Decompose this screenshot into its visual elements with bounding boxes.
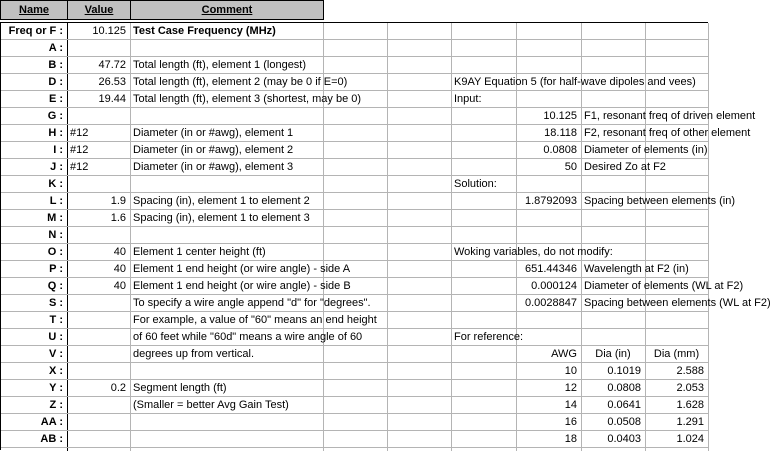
extra-desc-cell[interactable]: Diameter of elements (in) [584,144,708,156]
row-name-cell: N : [48,229,63,241]
comment-cell[interactable]: Test Case Frequency (MHz) [133,25,276,37]
header-value[interactable]: Value [84,4,114,16]
table-row [1,23,709,40]
table-row [1,125,751,142]
extra-desc-cell[interactable] [581,312,708,329]
extra-desc-cell[interactable]: F1, resonant freq of driven element [584,110,756,122]
row-name-cell: U : [48,331,63,343]
comment-cell[interactable] [130,414,323,431]
column-header-bar [0,0,324,20]
extra-label-cell[interactable]: Input: [454,93,482,105]
dia-in-cell[interactable]: 0.0403 [607,433,641,445]
row-name-cell: S : [48,297,63,309]
extra-desc-cell[interactable] [581,244,708,261]
extra-desc-cell[interactable] [581,74,708,91]
table-row [1,193,736,210]
extra-value-cell[interactable]: AWG [551,348,577,360]
dia-in-cell[interactable]: 0.0641 [607,399,641,411]
value-cell[interactable]: 19.44 [98,93,126,105]
row-name-cell: A : [48,42,63,54]
extra-desc-cell[interactable] [581,23,708,40]
extra-value-cell[interactable]: 10 [564,365,577,377]
table-row [1,329,709,346]
comment-cell[interactable] [130,431,323,448]
row-name-cell: M : [47,212,63,224]
extra-value-cell[interactable] [451,23,581,40]
table-row [1,363,709,380]
table-row [1,380,709,397]
table-row [1,414,709,431]
dia-mm-cell[interactable]: 1.628 [676,399,704,411]
dia-in-cell[interactable]: 0.1019 [607,365,641,377]
extra-value-cell[interactable]: 651.44346 [525,263,577,275]
extra-desc-cell[interactable]: Spacing between elements (WL at F2) [584,297,771,309]
comment-cell[interactable] [130,176,323,193]
value-cell[interactable] [67,40,130,57]
value-cell[interactable] [67,295,130,312]
value-cell[interactable] [67,431,130,448]
table-row [1,57,709,74]
table-row [1,346,709,363]
dia-mm-cell[interactable]: 2.588 [676,365,704,377]
value-cell[interactable] [67,312,130,329]
comment-cell[interactable] [130,227,323,244]
header-comment[interactable]: Comment [201,4,253,16]
dia-mm-cell[interactable]: 1.024 [676,433,704,445]
value-cell[interactable] [67,227,130,244]
extra-value-cell[interactable] [451,329,581,346]
value-cell[interactable] [67,329,130,346]
row-name-cell: Y : [49,382,63,394]
row-name-cell: AA : [40,416,63,428]
extra-label-cell[interactable]: K9AY Equation 5 (for half-wave dipoles and vees) [454,76,696,88]
header-name[interactable]: Name [19,4,49,16]
extra-label-cell[interactable]: Solution: [454,178,497,190]
dia-mm-cell[interactable]: 1.291 [676,416,704,428]
table-row [1,227,709,244]
row-name-cell: Z : [49,399,63,411]
row-name-cell: O : [47,246,63,258]
value-cell[interactable] [67,108,130,125]
row-name-cell: E : [48,93,63,105]
extra-value-cell[interactable] [451,91,581,108]
extra-desc-cell[interactable]: F2, resonant freq of other element [584,127,751,139]
value-cell[interactable]: 10.125 [92,25,126,37]
extra-value-cell[interactable] [451,40,581,57]
extra-desc-cell[interactable] [581,40,708,57]
extra-desc-cell[interactable]: Wavelength at F2 (in) [584,263,689,275]
comment-cell[interactable]: Total length (ft), element 1 (longest) [133,59,307,71]
extra-value-cell[interactable]: 0.0028847 [525,297,577,309]
dia-in-cell[interactable]: Dia (in) [595,348,631,360]
value-cell[interactable]: 26.53 [98,76,126,88]
value-cell[interactable]: 1.9 [110,195,126,207]
row-name-cell: H : [48,127,63,139]
row-name-cell: T : [49,314,63,326]
table-row [1,40,709,57]
table-row [1,397,709,414]
comment-cell[interactable]: Diameter (in or #awg), element 2 [133,144,294,156]
value-cell[interactable] [67,363,130,380]
comment-cell[interactable] [130,108,323,125]
row-name-cell: B : [48,59,63,71]
comment-cell[interactable]: To specify a wire angle append "d" for "degrees". [133,297,371,309]
extra-value-cell[interactable]: 50 [564,161,577,173]
table-row [1,176,709,193]
extra-desc-cell[interactable]: Desired Zo at F2 [584,161,666,173]
dia-in-cell[interactable]: 0.0808 [607,382,641,394]
extra-value-cell[interactable] [451,210,581,227]
extra-desc-cell[interactable]: Spacing between elements (in) [584,195,736,207]
row-name-cell: AB : [40,433,63,445]
value-cell[interactable]: 40 [113,280,126,292]
extra-value-cell[interactable]: 1.8792093 [525,195,577,207]
table-row [1,244,709,261]
comment-cell[interactable]: Spacing (in), element 1 to element 3 [133,212,310,224]
value-cell[interactable]: 0.2 [110,382,126,394]
comment-cell[interactable]: For example, a value of "60" means an end height [133,314,377,326]
extra-value-cell[interactable]: 10.125 [543,110,577,122]
extra-value-cell[interactable] [451,176,581,193]
extra-value-cell[interactable] [451,227,581,244]
extra-value-cell[interactable] [451,312,581,329]
extra-value-cell[interactable]: 18 [564,433,577,445]
row-name-cell: P : [49,263,63,275]
comment-cell[interactable]: Diameter (in or #awg), element 1 [133,127,294,139]
comment-cell[interactable]: Element 1 end height (or wire angle) - side A [133,263,351,275]
value-cell[interactable]: #12 [70,127,89,139]
row-name-cell: X : [48,365,63,377]
comment-cell[interactable]: Spacing (in), element 1 to element 2 [133,195,310,207]
table-row [1,91,709,108]
table-row [1,312,709,329]
row-name-cell: V : [48,348,63,360]
comment-cell[interactable]: Total length (ft), element 2 (may be 0 if E=0) [133,76,348,88]
dia-in-cell[interactable]: 0.0508 [607,416,641,428]
spreadsheet-grid [0,22,771,450]
comment-cell[interactable]: Element 1 center height (ft) [133,246,266,258]
value-cell[interactable]: 47.72 [98,59,126,71]
extra-label-cell[interactable]: Woking variables, do not modify: [454,246,613,258]
row-name-cell: Q : [47,280,63,292]
comment-cell[interactable] [130,363,323,380]
value-cell[interactable]: 40 [113,263,126,275]
extra-value-cell[interactable] [451,57,581,74]
dia-mm-cell[interactable]: Dia (mm) [653,348,700,360]
extra-desc-cell[interactable]: Diameter of elements (WL at F2) [584,280,744,292]
extra-desc-cell[interactable] [581,57,708,74]
value-cell[interactable] [67,346,130,363]
dia-mm-cell[interactable]: 2.053 [676,382,704,394]
table-row [1,431,709,448]
comment-cell[interactable]: of 60 feet while "60d" means a wire angle of 60 [133,331,363,343]
comment-cell[interactable]: Segment length (ft) [133,382,227,394]
table-row [1,142,709,159]
value-cell[interactable]: #12 [70,144,89,156]
row-name-cell: K : [48,178,63,190]
row-name-cell: L : [49,195,63,207]
table-row [1,108,756,125]
value-cell[interactable]: 1.6 [110,212,126,224]
value-cell[interactable] [67,414,130,431]
extra-desc-cell[interactable] [581,227,708,244]
value-cell[interactable] [67,176,130,193]
extra-desc-cell[interactable] [581,329,708,346]
extra-desc-cell[interactable] [581,91,708,108]
row-name-cell: J : [50,161,63,173]
table-row [1,261,709,278]
extra-desc-cell[interactable] [581,210,708,227]
extra-value-cell[interactable]: 16 [564,416,577,428]
table-row [1,278,744,295]
extra-value-cell[interactable] [451,74,696,91]
extra-value-cell[interactable]: 14 [564,399,577,411]
extra-value-cell[interactable]: 0.000124 [531,280,577,292]
comment-cell[interactable]: Element 1 end height (or wire angle) - side B [133,280,351,292]
comment-cell[interactable] [130,40,323,57]
table-row [1,295,771,312]
extra-value-cell[interactable]: 0.0808 [543,144,577,156]
extra-desc-cell[interactable] [581,176,708,193]
comment-cell[interactable]: (Smaller = better Avg Gain Test) [133,399,289,411]
table-row [1,210,709,227]
comment-cell[interactable]: Diameter (in or #awg), element 3 [133,161,294,173]
extra-value-cell[interactable] [451,244,613,261]
table-row [1,159,709,176]
row-name-cell: G : [47,110,63,122]
row-name-cell: D : [48,76,63,88]
extra-value-cell[interactable]: 18.118 [544,127,577,139]
value-cell[interactable] [67,397,130,414]
comment-cell[interactable]: degrees up from vertical. [133,348,255,360]
row-name-cell: Freq or F : [8,25,63,37]
value-cell[interactable]: #12 [70,161,89,173]
extra-value-cell[interactable]: 12 [564,382,577,394]
table-row [1,74,709,91]
comment-cell[interactable]: Total length (ft), element 3 (shortest, may be 0) [133,93,362,105]
value-cell[interactable]: 40 [113,246,126,258]
row-name-cell: I : [53,144,63,156]
extra-label-cell[interactable]: For reference: [454,331,524,343]
